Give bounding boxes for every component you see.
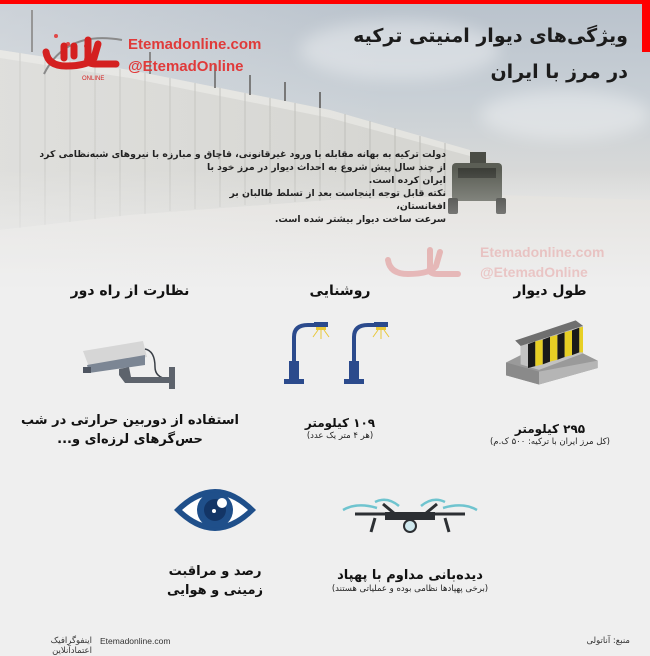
watermark-handle: @EtemadOnline <box>480 264 588 280</box>
intro-line: نکته قابل توجه اینجاست بعد از تسلط طالبان بر افغانستان، <box>229 188 446 212</box>
title-accent-bar <box>642 0 650 52</box>
feature-wall-length <box>460 283 640 448</box>
eye-icon <box>170 480 260 540</box>
security-camera-icon <box>75 339 185 389</box>
feature-value: ۲۹۵ کیلومتر <box>514 422 586 436</box>
title-line-2: در مرز با ایران <box>490 61 628 83</box>
svg-text:ONLINE: ONLINE <box>82 76 105 82</box>
feature-note: (برخی پهپادها نظامی بوده و عملیاتی هستند) <box>331 584 489 594</box>
top-accent-bar <box>0 0 650 4</box>
street-lamp-icon <box>280 317 400 387</box>
feature-title: روشنایی <box>309 283 371 299</box>
feature-surveillance <box>20 283 240 449</box>
desc-line: استفاده از دوربین حرارتی در شب <box>21 413 239 428</box>
brand-site: Etemadonline.com <box>128 36 262 53</box>
concrete-barrier-icon <box>495 309 605 383</box>
page-title <box>308 18 628 90</box>
feature-value: دیده‌بانی مداوم با پهپاد <box>337 568 483 583</box>
brand-block <box>128 34 261 78</box>
title-line-1: ویژگی‌های دیوار امنیتی ترکیه <box>353 25 628 47</box>
feature-note: (کل مرز ایران با ترکیه: ۵۰۰ ک.م) <box>489 437 611 447</box>
feature-title: طول دیوار <box>513 283 587 299</box>
drone-icon <box>335 488 485 548</box>
feature-desc <box>160 562 270 600</box>
desc-line: زمینی و هوایی <box>166 583 264 598</box>
feature-lighting <box>265 283 415 442</box>
intro-line: از چند سال پیش شروع به احداث دیوار در مرز خود با ایران کرده است. <box>206 162 446 186</box>
footer-site: Etemadonline.com <box>100 636 171 646</box>
feature-title: نظارت از راه دور <box>70 283 190 299</box>
desc-line: حس‌گرهای لرزه‌ای و... <box>57 432 203 447</box>
intro-line: سرعت ساخت دیوار بیشتر شده است. <box>274 214 446 225</box>
feature-desc <box>20 411 240 449</box>
footer-source: منبع: آناتولی <box>586 636 630 646</box>
feature-monitoring <box>160 480 270 600</box>
etemad-logo <box>36 22 126 82</box>
feature-value: ۱۰۹ کیلومتر <box>304 416 376 430</box>
feature-drone <box>325 488 495 595</box>
brand-handle: @EtemadOnline <box>128 58 244 75</box>
footer-credit: اینفوگرافیک اعتمادآنلاین <box>50 636 92 656</box>
feature-note: (هر ۴ متر یک عدد) <box>306 431 374 441</box>
watermark-site: Etemadonline.com <box>480 244 605 260</box>
desc-line: رصد و مراقبت <box>168 564 262 579</box>
intro-paragraph <box>39 148 446 226</box>
intro-line: دولت ترکیه به بهانه مقابله با ورود غیرقانونی، قاچاق و مبارزه با نیروهای شبه‌نظامی کرد <box>39 149 446 160</box>
